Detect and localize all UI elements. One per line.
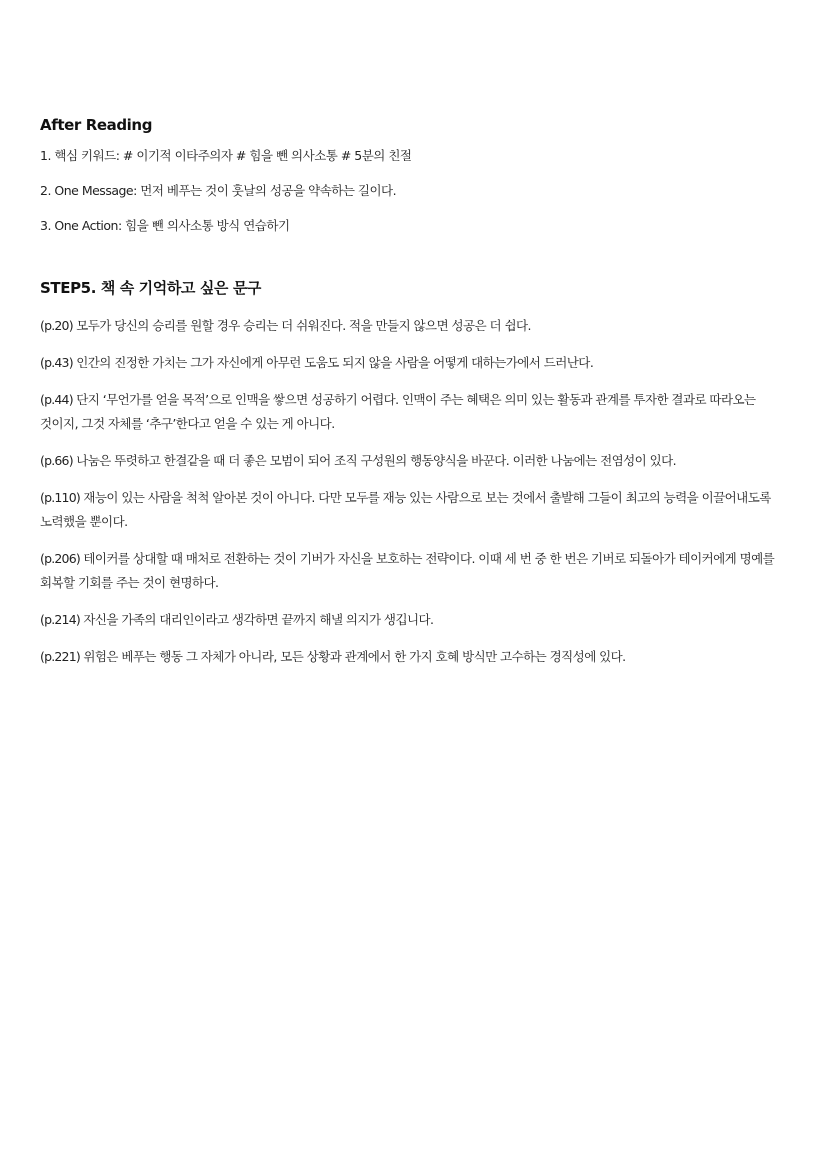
quote-page-ref: (p.221) [40,649,80,664]
quote-text: 자신을 가족의 대리인이라고 생각하면 끝까지 해낼 의지가 생깁니다. [83,612,434,627]
quote-page-ref: (p.66) [40,453,73,468]
quote-page-ref: (p.110) [40,490,80,505]
quote-item [40,486,792,534]
page-content [40,114,792,682]
quote-item [40,645,792,669]
quote-item [40,351,792,375]
quote-text: 인간의 진정한 가치는 그가 자신에게 아무런 도움도 되지 않을 사람을 어떻게 대하는가에서 드러난다. [76,355,594,370]
quote-page-ref: (p.214) [40,612,80,627]
after-reading-heading: After Reading [40,116,153,134]
quote-item [40,449,792,473]
quote-item [40,547,792,595]
quote-text: 단지 ‘무언가를 얻을 목적’으로 인맥을 쌓으면 성공하기 어렵다. 인맥이 주는 혜택은 의미 있는 활동과 관계를 투자한 결과로 따라오는 것이지, 그것 자체를 ‘추구’한다고 얻을 수 있는 게 아니다. [40,392,756,431]
after-reading-one-message: 2. One Message: 먼저 베푸는 것이 훗날의 성공을 약속하는 길이다. [40,183,397,198]
quote-item [40,314,792,338]
after-reading-one-action: 3. One Action: 힘을 뺀 의사소통 방식 연습하기 [40,218,290,233]
after-reading-keywords: 1. 핵심 키워드: # 이기적 이타주의자 # 힘을 뺀 의사소통 # 5분의 친절 [40,148,412,163]
quote-text: 모두가 당신의 승리를 원할 경우 승리는 더 쉬워진다. 적을 만들지 않으면 성공은 더 쉽다. [76,318,531,333]
quote-text: 재능이 있는 사람을 척척 알아본 것이 아니다. 다만 모두를 재능 있는 사람으로 보는 것에서 출발해 그들이 최고의 능력을 이끌어내도록 노력했을 뿐이다. [40,490,771,529]
quote-item [40,608,792,632]
quote-list [40,314,792,669]
quote-page-ref: (p.44) [40,392,73,407]
quote-page-ref: (p.206) [40,551,80,566]
quote-page-ref: (p.20) [40,318,73,333]
after-reading-list [40,147,792,235]
quote-text: 나눔은 뚜렷하고 한결같을 때 더 좋은 모범이 되어 조직 구성원의 행동양식을 바꾼다. 이러한 나눔에는 전염성이 있다. [76,453,677,468]
quote-page-ref: (p.43) [40,355,73,370]
quote-item [40,388,792,436]
step5-heading: STEP5. 책 속 기억하고 싶은 문구 [40,279,262,297]
quote-text: 테이커를 상대할 때 매처로 전환하는 것이 기버가 자신을 보호하는 전략이다. 이때 세 번 중 한 번은 기버로 되돌아가 테이커에게 명예를 회복할 기회를 주는 것이 현명하다. [40,551,775,590]
quote-text: 위험은 베푸는 행동 그 자체가 아니라, 모든 상황과 관계에서 한 가지 호혜 방식만 고수하는 경직성에 있다. [83,649,626,664]
